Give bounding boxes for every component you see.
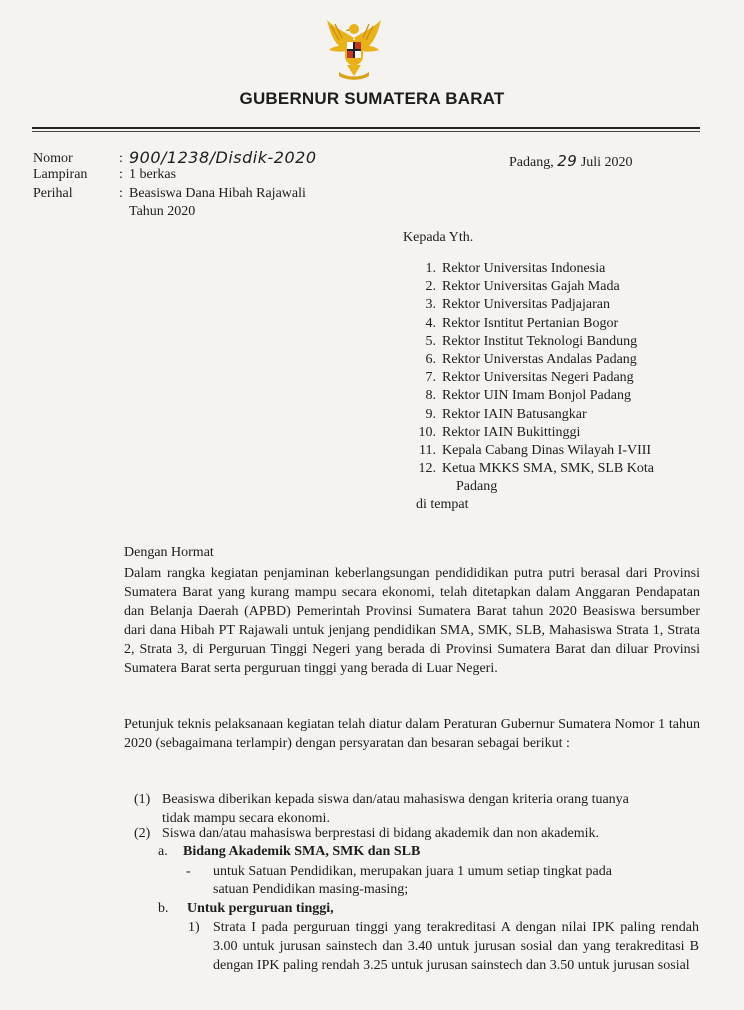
criteria-1-num: (1) — [134, 792, 151, 807]
header-rule-thick — [32, 127, 700, 129]
list-item: 8. Rektor UIN Imam Bonjol Padang — [425, 388, 631, 404]
nomor-value: 900/1238/Disdik-2020 — [129, 148, 317, 167]
paragraph-2: Petunjuk teknis pelaksanaan kegiatan telah diatur dalam Peraturan Gubernur Sumatera Nomor 1 tahun 2020 (sebagaimana terlampir) dengan persyaratan dan besaran sebagai berikut : — [124, 717, 700, 751]
perihal-colon: : — [119, 186, 123, 201]
nomor-colon: : — [119, 151, 123, 166]
sub-a-title: Bidang Akademik SMA, SMK dan SLB — [183, 844, 421, 859]
list-item: 2. Rektor Universitas Gajah Mada — [425, 279, 620, 295]
sub-b-label: b. — [158, 901, 169, 916]
list-item: 3. Rektor Universitas Padjajaran — [425, 297, 610, 313]
governor-title: GUBERNUR SUMATERA BARAT — [239, 89, 505, 108]
criteria-2 — [134, 824, 599, 843]
garuda-emblem-icon — [325, 18, 383, 82]
sub-a-dash: - — [186, 864, 191, 879]
sub-a-line2: satuan Pendidikan masing-masing; — [213, 882, 409, 897]
criteria-2-text: Siswa dan/atau mahasiswa berprestasi di bidang akademik dan non akademik. — [162, 826, 599, 841]
kepada-yth: Kepada Yth. — [403, 230, 474, 245]
letter-meta — [33, 150, 433, 230]
perihal-line1: Beasiswa Dana Hibah Rajawali — [129, 186, 306, 201]
criteria-1-line1: Beasiswa diberikan kepada siswa dan/atau mahasiswa dengan kriteria orang tuanya — [162, 792, 629, 807]
list-item: 5. Rektor Institut Teknologi Bandung — [425, 333, 638, 349]
criteria-1 — [134, 790, 629, 826]
paragraph-1: Dalam rangka kegiatan penjaminan keberlangsungan pendididikan putra putri berasal dari Provinsi Sumatera Barat yang kurang mampu secara ekonomi, telah ditetapkan dalam Anggaran Pendapatan dan Belanja Daerah (APBD) Pemerintah Provinsi Sumatera Barat tahun 2020 Beasiswa bersumber dari dana Hibah PT Rajawali untuk jenjang pendidikan SMA, SMK, SLB, Mahasiswa Strata 1, Strata 2, Strata 3, di Perguruan Tinggi Negeri yang berada di Provinsi Sumatera Barat dan diluar Provinsi Sumatera Barat serta perguruan tinggi yang berada di Luar Negeri. — [124, 566, 700, 676]
di-tempat: di tempat — [416, 497, 469, 512]
criteria-2-num: (2) — [134, 826, 151, 841]
list-item: 4. Rektor Isntitut Pertanian Bogor — [425, 315, 619, 331]
nomor-label: Nomor — [33, 151, 73, 166]
salutation: Dengan Hormat — [124, 545, 214, 560]
perihal-row — [33, 185, 433, 225]
date-place: Padang, — [509, 155, 554, 170]
list-item: 6. Rektor Universtas Andalas Padang — [425, 352, 637, 368]
sub-a-label: a. — [158, 844, 168, 859]
sub-b-title: Untuk perguruan tinggi, — [187, 901, 334, 916]
list-item: 7. Rektor Universitas Negeri Padang — [425, 370, 634, 386]
list-item: 10. Rektor IAIN Bukittinggi — [418, 424, 581, 440]
perihal-line2: Tahun 2020 — [129, 204, 196, 219]
sub-a-line1: untuk Satuan Pendidikan, merupakan juara 1 umum setiap tingkat pada — [213, 864, 612, 879]
lampiran-row — [33, 166, 433, 186]
date-day: 29 — [557, 152, 578, 170]
list-item: 12. Ketua MKKS SMA, SMK, SLB Kota — [418, 461, 654, 477]
sub-b1-num: 1) — [188, 920, 200, 935]
lampiran-value: 1 berkas — [129, 167, 177, 182]
letter-date — [509, 152, 633, 171]
lampiran-colon: : — [119, 167, 123, 182]
list-item: 9. Rektor IAIN Batusangkar — [425, 406, 587, 422]
sub-b1-text: Strata I pada perguruan tinggi yang terakreditasi A dengan nilai IPK paling rendah 3.00 untuk jurusan sainstech dan 3.40 untuk jurusan sosial dan yang terakreditasi B dengan IPK paling rendah 3.25 untuk jurusan sainstech dan 3.50 untuk jurusan sosial — [213, 920, 699, 973]
date-month-year: Juli 2020 — [580, 155, 633, 170]
lampiran-label: Lampiran — [33, 167, 88, 182]
recipient-list — [398, 260, 654, 497]
criteria-1-line2: tidak mampu secara ekonomi. — [162, 811, 330, 826]
recipient-12-continuation: Padang — [456, 479, 498, 495]
list-item: 1. Rektor Universitas Indonesia — [425, 261, 606, 276]
header-rule-thin — [32, 131, 700, 132]
list-item: 11. Kepala Cabang Dinas Wilayah I-VIII — [419, 443, 652, 459]
perihal-label: Perihal — [33, 186, 73, 201]
